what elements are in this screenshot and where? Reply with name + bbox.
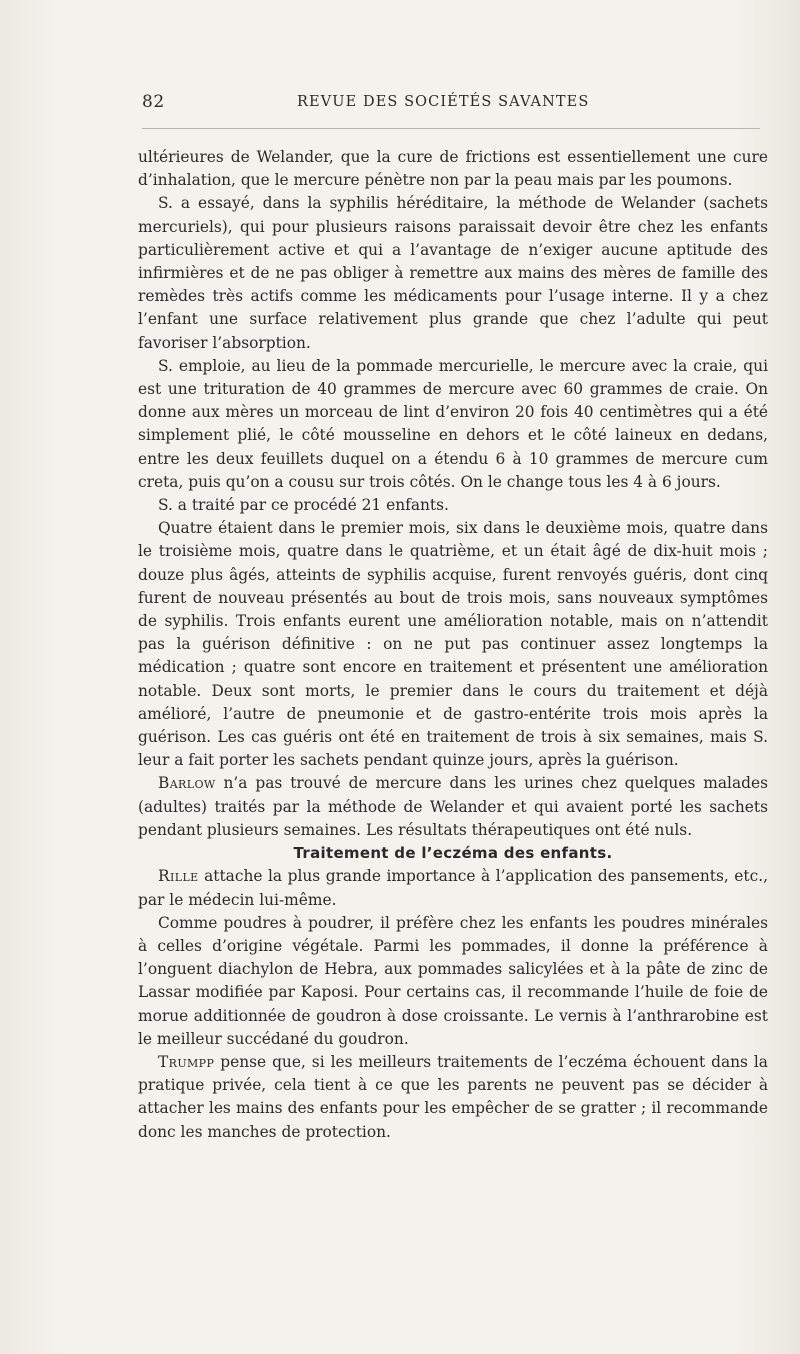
author-name: Trumpp — [158, 1052, 215, 1071]
paragraph: S. a traité par ce procédé 21 enfants. — [158, 496, 449, 515]
header-rule — [142, 128, 760, 129]
running-head: REVUE DES SOCIÉTÉS SAVANTES — [297, 94, 590, 110]
page-number: 82 — [142, 92, 165, 112]
body-text — [138, 146, 768, 1144]
page-header — [142, 92, 772, 116]
paragraph: Quatre étaient dans le premier mois, six dans le deuxième mois, quatre dans le troisième mois, quatre dans le quatrième, et un était âgé de dix-huit mois ; douze plus âgés, atteints de syphilis acquise, furent renvoyés guéris, dont cinq furent de nouveau présentés au bout de trois mois, sans nouveaux symptômes de syphilis. Trois enfants eurent une amélioration notable, mais on n’attendit pas la guérison définitive : on ne put pas continuer assez longtemps la médication ; quatre sont encore en traitement et présentent une amélioration notable. Deux sont morts, le premier dans le cours du traitement et déjà amélioré, l’autre de pneumonie et de gastro-entérite trois mois après la guérison. Les cas guéris ont été en traitement de trois à six semaines, mais S. leur a fait porter les sachets pendant quinze jours, après la guérison. — [138, 519, 768, 770]
paragraph: Comme poudres à poudrer, il préfère chez les enfants les poudres minérales à celles d’origine végétale. Parmi les pommades, il donne la préférence à l’onguent diachylon de Hebra, aux pommades salicylées et à la pâte de zinc de Lassar modifiée par Kaposi. Pour certains cas, il recommande l’huile de foie de morue additionnée de goudron à dose croissante. Le vernis à l’anthrarobine est le meilleur succédané du goudron. — [138, 913, 768, 1048]
author-name: Barlow — [158, 774, 216, 793]
paragraph — [138, 1051, 768, 1144]
paragraph: S. a essayé, dans la syphilis héréditaire, la méthode de Welander (sachets mercuriels), qui pour plusieurs raisons paraissait devoir être chez les enfants particulièrement active et qui a l’avantage de n’exiger aucune aptitude des infirmières et de ne pas obliger à remettre aux mains des mères de famille des remèdes très actifs comme les médicaments pour l’usage interne. Il y a chez l’enfant une surface relativement plus grande que chez l’adulte qui peut favoriser l’absorption. — [138, 194, 768, 352]
paragraph-text: pense que, si les meilleurs traitements de l’eczéma échouent dans la pratique privée, cela tient à ce que les parents ne peuvent pas se décider à attacher les mains des enfants pour les empêcher de se gratter ; il recommande donc les manches de protection. — [138, 1052, 768, 1141]
paragraph — [138, 865, 768, 911]
paragraph-text: n’a pas trouvé de mercure dans les urines chez quelques malades (adultes) traités par la méthode de Welander et qui avaient porté les sachets pendant plusieurs semaines. Les résultats thérapeutiques ont été nuls. — [138, 774, 768, 839]
paragraph: ultérieures de Welander, que la cure de frictions est essentiellement une cure d’inhalation, que le mercure pénètre non par la peau mais par les poumons. — [138, 148, 768, 190]
author-name: Rille — [158, 867, 199, 886]
paragraph-text: attache la plus grande importance à l’application des pansements, etc., par le médecin lui-même. — [138, 867, 768, 909]
paragraph — [138, 772, 768, 842]
paragraph: S. emploie, au lieu de la pommade mercurielle, le mercure avec la craie, qui est une trituration de 40 grammes de mercure avec 60 grammes de craie. On donne aux mères un morceau de lint d’environ 20 fois 40 centimètres qui a été simplement plié, le côté mousseline en dehors et le côté laineux en dedans, entre les deux feuillets duquel on a étendu 6 à 10 grammes de mercure cum creta, puis qu’on a cousu sur trois côtés. On le change tous les 4 à 6 jours. — [138, 356, 768, 491]
section-heading: Traitement de l’eczéma des enfants. — [293, 844, 613, 863]
